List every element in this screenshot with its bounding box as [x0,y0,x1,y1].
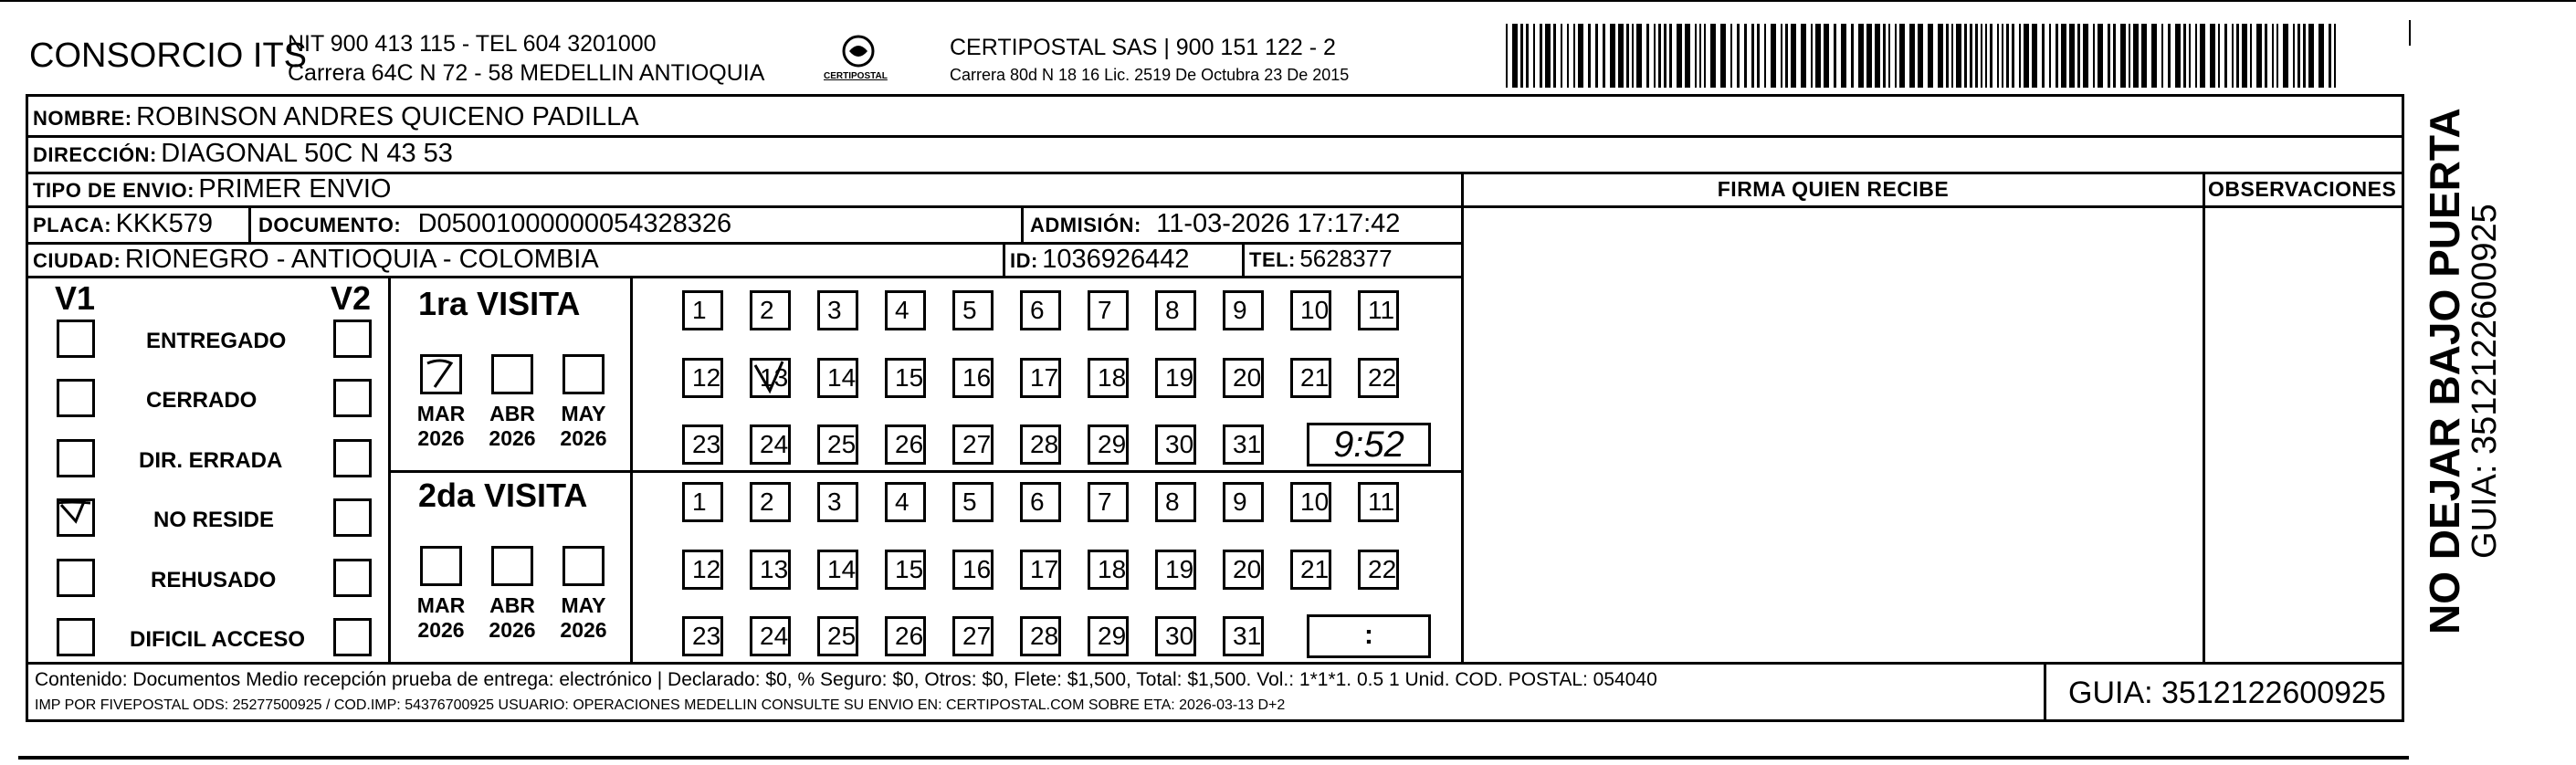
day-box[interactable]: 18 [1088,550,1129,590]
certipostal-logo [813,33,904,88]
v1-checkbox[interactable] [57,559,95,597]
tel-value: 5628377 [1299,245,1393,272]
day-box[interactable]: 29 [1088,424,1129,465]
status-label: DIR. ERRADA [139,448,283,473]
firma-divider [1461,172,1464,662]
day-box[interactable]: 8 [1155,290,1196,330]
day-box[interactable]: 11 [1358,290,1399,330]
day-box[interactable]: 25 [817,616,858,656]
day-box[interactable]: 16 [952,358,994,398]
admision-row [1030,209,1400,239]
day-box[interactable]: 6 [1020,482,1061,522]
day-box[interactable]: 27 [952,616,994,656]
footer-guia-divider [2044,662,2046,722]
v2-checkbox[interactable] [333,559,372,597]
day-box[interactable]: 19 [1155,550,1196,590]
row-divider [26,205,1464,208]
day-box[interactable]: 4 [885,482,926,522]
day-box[interactable]: 23 [682,616,723,656]
id-row [1010,245,1190,275]
day-box[interactable]: 15 [885,550,926,590]
v2-header: V2 [331,279,372,317]
month-checkbox[interactable] [491,546,533,586]
months-divider [630,276,633,662]
id-value: 1036926442 [1042,245,1190,274]
month-checkbox[interactable] [420,354,462,394]
tipo-label: TIPO DE ENVIO: [33,179,195,202]
carrier-address: Carrera 80d N 18 16 Lic. 2519 De Octubra 23 De 2015 [950,66,1350,84]
day-box[interactable]: 31 [1223,424,1264,465]
day-box[interactable]: 6 [1020,290,1061,330]
day-box[interactable]: 10 [1290,290,1331,330]
footer-guia: GUIA: 3512122600925 [2068,676,2386,710]
observaciones-divider [2203,172,2205,662]
day-box[interactable]: 10 [1290,482,1331,522]
visit-title: 1ra VISITA [418,285,581,322]
ciudad-value: RIONEGRO - ANTIOQUIA - COLOMBIA [124,245,599,274]
documento-row [258,209,731,239]
side-warning: NO DEJAR BAJO PUERTA [2421,108,2468,634]
month-label: MAY 2026 [560,402,607,450]
month-checkbox[interactable] [420,546,462,586]
status-label: DIFICIL ACCESO [130,627,306,652]
day-box[interactable]: 16 [952,550,994,590]
placa-row [33,209,213,239]
nit-line: NIT 900 413 115 - TEL 604 3201000 [288,31,657,57]
day-box[interactable]: 7 [1088,290,1129,330]
id-label: ID: [1010,249,1038,272]
month-label: MAR 2026 [416,593,466,642]
month-label: ABR 2026 [489,593,536,642]
row-divider [26,276,1464,278]
day-box[interactable]: 1 [682,290,723,330]
status-divider [388,276,391,662]
checkmark-icon [420,354,462,394]
direccion-row [33,139,453,169]
day-box[interactable]: 26 [885,616,926,656]
day-box[interactable]: 17 [1020,358,1061,398]
v2-checkbox[interactable] [333,320,372,358]
day-box[interactable]: 21 [1290,550,1331,590]
day-box[interactable]: 5 [952,290,994,330]
day-box[interactable]: 14 [817,550,858,590]
day-box[interactable]: 26 [885,424,926,465]
time-box[interactable]: 9:52 [1307,423,1431,466]
tel-row [1249,245,1393,273]
day-box[interactable]: 23 [682,424,723,465]
admision-value: 11-03-2026 17:17:42 [1156,209,1401,238]
direccion-value: DIAGONAL 50C N 43 53 [161,139,453,168]
checkmark-icon [750,358,791,398]
checkmark-icon [54,494,98,538]
company-name: CONSORCIO ITS [29,37,308,75]
day-box[interactable]: 4 [885,290,926,330]
day-box[interactable]: 7 [1088,482,1129,522]
day-box[interactable]: 5 [952,482,994,522]
month-label: MAY 2026 [560,593,607,642]
day-box[interactable]: 17 [1020,550,1061,590]
placa-divider [248,205,251,242]
footer-line-2: IMP POR FIVEPOSTAL ODS: 25277500925 / COD.IMP: 54376700925 USUARIO: OPERACIONES MEDELLIN CONSULTE SU ENVIO EN: CERTIPOSTAL.COM SOBRE ETA: 2026-03-13 D+2 [35,697,1286,713]
day-box[interactable]: 8 [1155,482,1196,522]
v2-checkbox[interactable] [333,379,372,417]
tel-divider [1242,242,1245,276]
v1-checkbox[interactable] [57,320,95,358]
day-box[interactable]: 15 [885,358,926,398]
nombre-label: NOMBRE: [33,107,132,130]
observaciones-header: OBSERVACIONES [2208,177,2397,201]
ciudad-row [33,245,599,275]
day-box[interactable]: 21 [1290,358,1331,398]
id-divider [1003,242,1005,276]
day-box[interactable]: 22 [1358,550,1399,590]
tipo-row [33,174,391,204]
day-box[interactable]: 28 [1020,424,1061,465]
admision-label: ADMISIÓN: [1030,214,1141,236]
month-checkbox[interactable] [563,354,605,394]
side-guia: GUIA: 3512122600925 [2466,204,2504,559]
v2-checkbox[interactable] [333,618,372,656]
placa-label: PLACA: [33,214,112,236]
documento-label: DOCUMENTO: [258,214,402,236]
tipo-value: PRIMER ENVIO [198,174,392,204]
observaciones-area[interactable] [2208,208,2402,660]
status-label: ENTREGADO [146,329,287,353]
day-box[interactable]: 18 [1088,358,1129,398]
day-box[interactable]: 12 [682,358,723,398]
day-box[interactable]: 11 [1358,482,1399,522]
day-box[interactable]: 3 [817,482,858,522]
day-box[interactable]: 22 [1358,358,1399,398]
visit-divider [388,470,1461,473]
row-divider [26,662,2404,665]
v1-checkbox[interactable] [57,498,95,537]
barcode [1502,24,2342,92]
time-box[interactable]: : [1307,614,1431,658]
row-divider [26,135,2404,138]
day-box[interactable]: 12 [682,550,723,590]
top-right-divider [2409,20,2411,46]
address-line: Carrera 64C N 72 - 58 MEDELLIN ANTIOQUIA [288,60,765,86]
month-checkbox[interactable] [491,354,533,394]
day-box[interactable]: 20 [1223,550,1264,590]
day-box[interactable]: 14 [817,358,858,398]
day-box[interactable]: 13 [750,358,791,398]
firma-area[interactable] [1467,208,2201,660]
day-box[interactable]: 13 [750,550,791,590]
documento-value: D05001000000054328326 [417,209,732,238]
day-box[interactable]: 2 [750,482,791,522]
visit-title: 2da VISITA [418,477,588,514]
v2-checkbox[interactable] [333,439,372,477]
admision-divider [1021,205,1024,242]
v1-checkbox[interactable] [57,379,95,417]
ciudad-label: CIUDAD: [33,249,121,272]
nombre-row [33,102,639,132]
v1-header: V1 [55,279,96,317]
v2-checkbox[interactable] [333,498,372,537]
bottom-rule [18,756,2409,760]
v1-checkbox[interactable] [57,618,95,656]
day-box[interactable]: 19 [1155,358,1196,398]
direccion-label: DIRECCIÓN: [33,143,157,166]
carrier-line: CERTIPOSTAL SAS | 900 151 122 - 2 [950,35,1336,60]
logo-text: CERTIPOSTAL [824,71,888,81]
day-box[interactable]: 3 [817,290,858,330]
day-box[interactable]: 24 [750,424,791,465]
day-box[interactable]: 9 [1223,290,1264,330]
day-box[interactable]: 30 [1155,424,1196,465]
footer-line-1: Contenido: Documentos Medio recepción prueba de entrega: electrónico | Declarado: $0, % Seguro: $0, Otros: $0, Flete: $1,500, Total: $1,500. Vol.: 1*1*1. 0.5 1 Unid. COD. POSTAL: 054040 [35,669,1657,690]
status-label: REHUSADO [151,568,277,592]
day-box[interactable]: 9 [1223,482,1264,522]
day-box[interactable]: 1 [682,482,723,522]
placa-value: KKK579 [115,209,213,238]
day-box[interactable]: 31 [1223,616,1264,656]
status-label: CERRADO [146,388,258,413]
day-box[interactable]: 29 [1088,616,1129,656]
firma-header: FIRMA QUIEN RECIBE [1717,177,1950,201]
day-box[interactable]: 25 [817,424,858,465]
tel-label: TEL: [1249,248,1296,271]
month-label: MAR 2026 [416,402,466,450]
nombre-value: ROBINSON ANDRES QUICENO PADILLA [136,102,639,131]
month-label: ABR 2026 [489,402,536,450]
day-box[interactable]: 27 [952,424,994,465]
v1-checkbox[interactable] [57,439,95,477]
day-box[interactable]: 30 [1155,616,1196,656]
day-box[interactable]: 24 [750,616,791,656]
month-checkbox[interactable] [563,546,605,586]
day-box[interactable]: 2 [750,290,791,330]
status-label: NO RESIDE [153,508,275,532]
day-box[interactable]: 20 [1223,358,1264,398]
top-rule [0,0,2576,2]
day-box[interactable]: 28 [1020,616,1061,656]
